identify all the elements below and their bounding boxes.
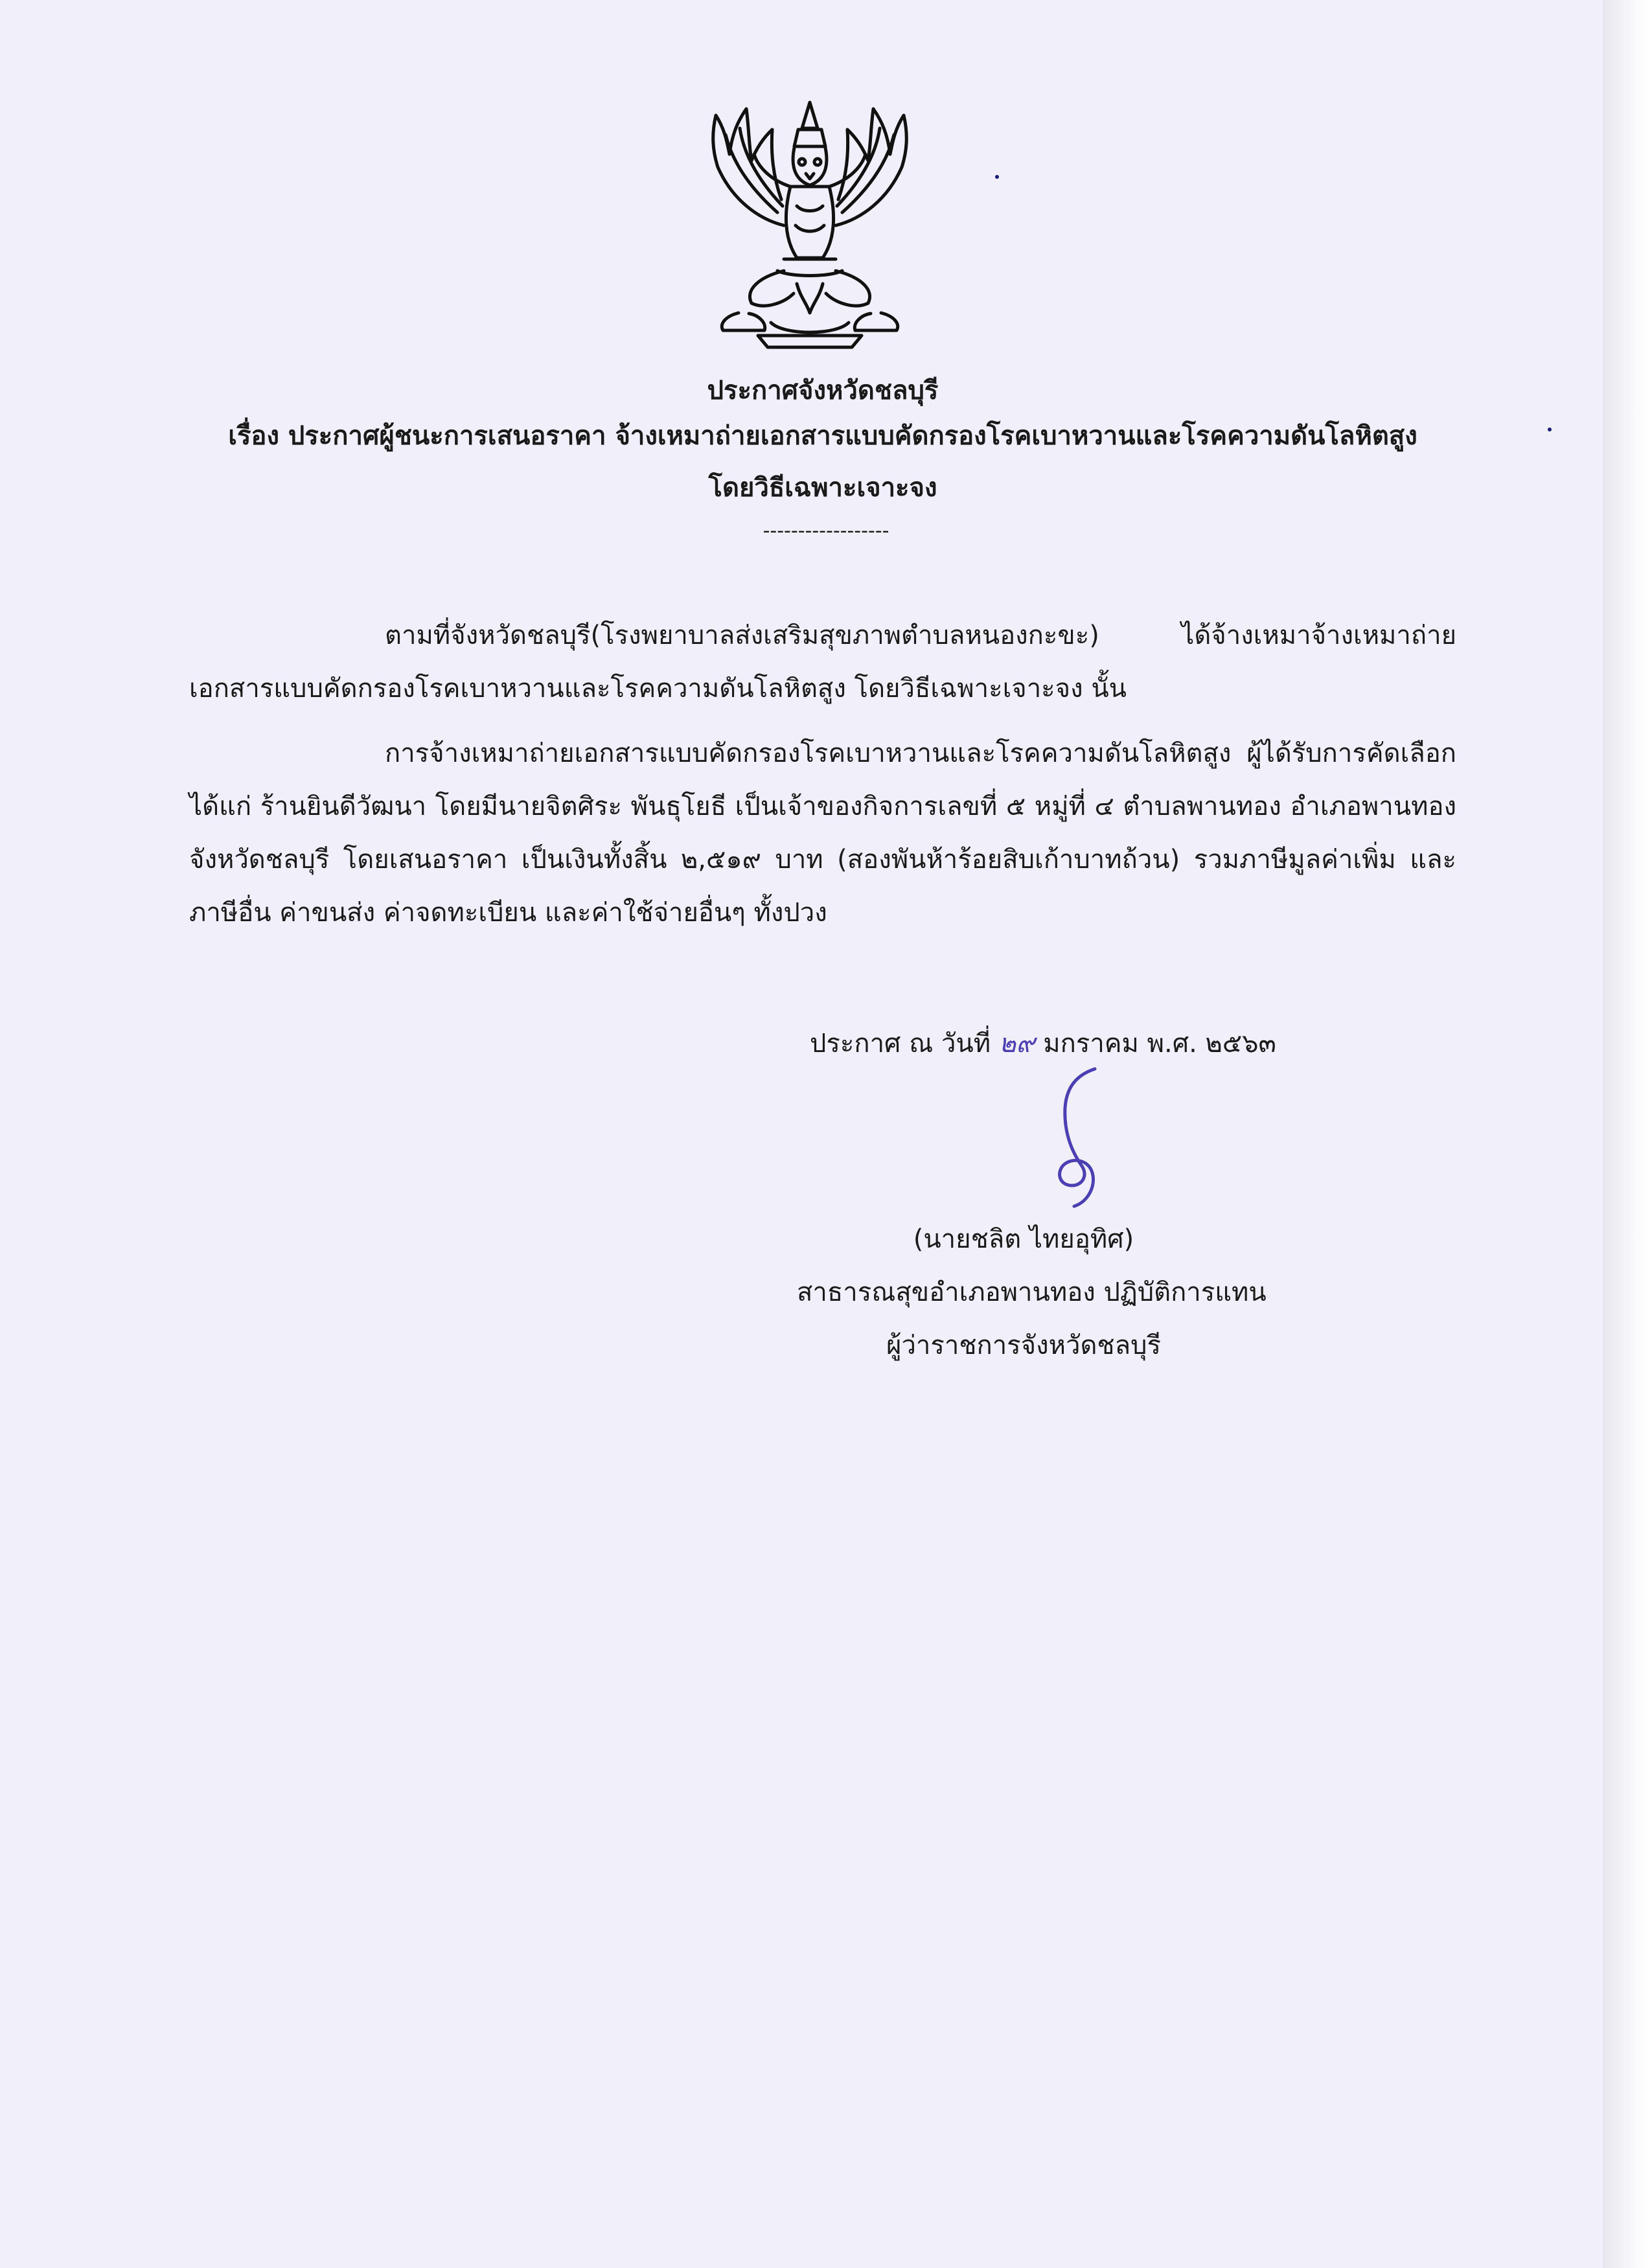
paragraph-1-text: ตามที่จังหวัดชลบุรี(โรงพยาบาลส่งเสริมสุขภาพตำบลหนองกะขะ) ได้จ้างเหมาจ้างเหมาถ่ายเอกสารแบบคัดกรองโรคเบาหวานและโรคความดันโลหิตสูง โดยวิธีเฉพาะเจาะจง นั้น [189, 621, 1456, 704]
scan-speck [995, 175, 999, 179]
paragraph-2-text: การจ้างเหมาถ่ายเอกสารแบบคัดกรองโรคเบาหวานและโรคความดันโลหิตสูง ผู้ได้รับการคัดเลือก ได้แก่ ร้านยินดีวัฒนา โดยมีนายจิตศิระ พันธุโยธี เป็นเจ้าของกิจการเลขที่ ๕ หมู่ที่ ๔ ตำบลพานทอง อำเภอพานทอง จังหวัดชลบุรี โดยเสนอราคา เป็นเงินทั้งสิ้น ๒,๕๑๙ บาท (สองพันห้าร้อยสิบเก้าบาทถ้วน) รวมภาษีมูลค่าเพิ่ม และภาษีอื่น ค่าขนส่ง ค่าจดทะเบียน และค่าใช้จ่ายอื่นๆ ทั้งปวง [189, 739, 1456, 928]
date-prefix: ประกาศ ณ วันที่ [810, 1029, 991, 1059]
date-month-year: มกราคม พ.ศ. ๒๕๖๓ [1043, 1029, 1276, 1059]
signer-name: (นายชลิต ไทยอุทิศ) [913, 1224, 1134, 1254]
paragraph-winner [189, 727, 1456, 939]
scan-speck [1548, 428, 1552, 431]
handwritten-signature [1011, 1062, 1121, 1211]
paragraph-background [189, 609, 1456, 715]
office-title: ประกาศจังหวัดชลบุรี [707, 376, 939, 406]
handwritten-day: ๒๙ [998, 1029, 1035, 1059]
page-edge [1603, 0, 1652, 2268]
separator-line: ------------------ [763, 520, 889, 542]
announcement-subject: เรื่อง ประกาศผู้ชนะการเสนอราคา จ้างเหมาถ่ายเอกสารแบบคัดกรองโรคเบาหวานและโรคความดันโลหิตสูง [228, 421, 1417, 451]
signature-block [797, 1213, 1267, 1372]
signer-position: สาธารณสุขอำเภอพานทอง ปฏิบัติการแทน [797, 1277, 1267, 1307]
procurement-method: โดยวิธีเฉพาะเจาะจง [708, 473, 937, 503]
garuda-emblem-icon [687, 89, 933, 354]
signer-authority: ผู้ว่าราชการจังหวัดชลบุรี [886, 1331, 1161, 1360]
